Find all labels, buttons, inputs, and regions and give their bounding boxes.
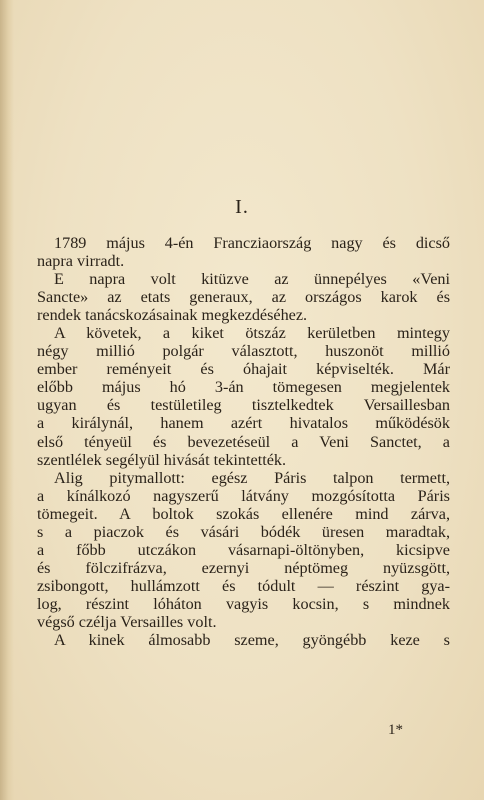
signature-mark: 1* <box>388 722 403 738</box>
text-line: rendek tanácskozásainak megkezdéséhez. <box>37 306 308 325</box>
chapter-heading: I. <box>235 196 249 218</box>
text-line: napra virradt. <box>37 252 125 271</box>
text-line: 1789 május 4-én Francziaország nagy és dicső <box>54 234 450 252</box>
text-line: log, részint lóháton vagyis kocsin, s mindnek <box>37 594 450 613</box>
text-line: és fölczifrázva, ezernyi néptömeg nyüzsgött, <box>37 558 450 577</box>
text-line: a főbb utczákon vásarnapi-öltönyben, kicsipve <box>37 540 450 559</box>
page-gutter-shadow <box>0 0 14 800</box>
text-line: tömegeit. A boltok szokás ellenére mind zárva, <box>37 504 450 523</box>
text-line: végső czélja Versailles volt. <box>37 612 217 631</box>
text-line: Sancte» az etats generaux, az országos karok és <box>37 288 450 307</box>
text-line: a királynál, hanem azért hivatalos működésök <box>37 414 450 433</box>
text-line: szentlélek segélyül hivását tekintették. <box>37 450 287 469</box>
text-line: s a piaczok és vásári bódék üresen maradtak, <box>37 522 450 541</box>
text-line: E napra volt kitüzve az ünnepélyes «Veni <box>54 270 450 289</box>
text-line: Alig pitymallott: egész Páris talpon termett, <box>54 468 450 487</box>
text-line: a kínálkozó nagyszerű látvány mozgósította Páris <box>37 486 450 505</box>
text-line: első tényeül és bevezetéseül a Veni Sanctet, a <box>37 432 450 451</box>
text-line: előbb május hó 3-án tömegesen megjelentek <box>37 378 450 397</box>
text-line: ugyan és testületileg tisztelkedtek Versaillesban <box>37 396 450 415</box>
body-text <box>37 234 450 649</box>
text-line: A kinek álmosabb szeme, gyöngébb keze s <box>54 631 450 650</box>
text-line: zsibongott, hullámzott és tódult — részint gya- <box>37 576 450 595</box>
text-line: A követek, a kiket ötszáz kerületben mintegy <box>54 324 450 343</box>
text-line: ember reményeit és óhajait képviselték. Már <box>37 360 450 379</box>
text-line: négy millió polgár választott, huszonöt millió <box>37 342 450 361</box>
